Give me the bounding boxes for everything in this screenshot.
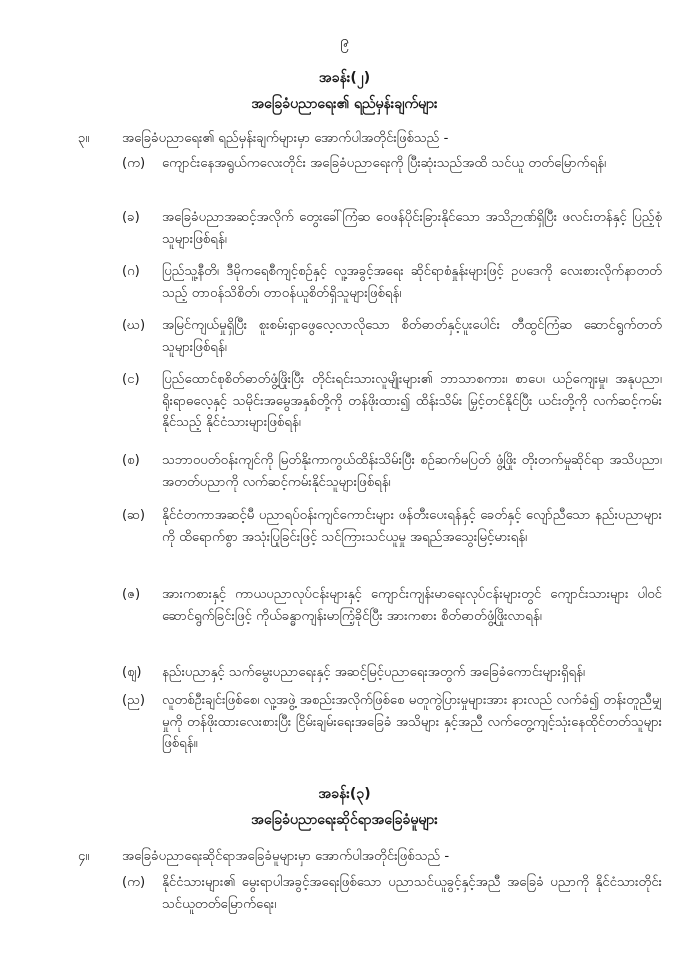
clause-gha: [122, 315, 662, 358]
clause-text: လူတစ်ဦးချင်းဖြစ်စေ၊ လူ့အဖွဲ့ အစည်းအလိုက်ဖြစ်စေ မတူကွဲပြားမှုများအား နားလည် လက်ခံ၍ တန်းတူညီမျှမှုကို တန်ဖိုးထားလေးစားပြီး ငြိမ်းချမ်းရေးအခြေခံ အသိများ နှင့်အညီ လက်တွေ့ကျင့်သုံးနေထိုင်တတ်သူများဖြစ်ရန်။: [162, 693, 662, 751]
clause-ga: [122, 261, 662, 304]
clause-label: (ည): [122, 693, 146, 708]
clause-text: သဘာဝပတ်ဝန်းကျင်ကို မြတ်နိုးကာကွယ်ထိန်းသိမ်းပြီး စဉ်ဆက်မပြတ် ဖွံ့ဖြိုး တိုးတက်မှုဆိုင်ရာ အသိပညာ၊ အတတ်ပညာကို လက်ဆင့်ကမ်းနိုင်သူများဖြစ်ရန်၊: [162, 453, 662, 490]
clause-nga: [122, 369, 662, 434]
section-number: ၃။: [78, 131, 90, 146]
clause-label: (ဇ): [122, 587, 141, 602]
clause-nya: [122, 690, 662, 755]
clause-label: (ခ): [122, 210, 140, 225]
clause-text: နည်းပညာနှင့် သက်မွေးပညာရေးနှင့် အဆင့်မြင့်ပညာရေးအတွက် အခြေခံကောင်းများရှိရန်၊: [162, 665, 585, 680]
clause-label: (စ): [122, 453, 140, 468]
clause-label: (က): [122, 156, 146, 171]
section-lead: အခြေခံပညာရေး၏ ရည်မှန်းချက်များမှာ အောက်ပါအတိုင်းဖြစ်သည် -: [122, 131, 449, 146]
clause-text: အားကစားနှင့် ကာယပညာလုပ်ငန်းများနှင့် ကျောင်းကျန်းမာရေးလုပ်ငန်းများတွင် ကျောင်းသားများ ပါဝင်ဆောင်ရွက်ခြင်းဖြင့် ကိုယ်ခန္ဓာကျန်းမာကြံ့ခိုင်ပြီး အားကစား စိတ်ဓာတ်ဖွံ့ဖြိုးလာရန်၊: [162, 587, 662, 624]
section-number: ၄။: [78, 849, 90, 864]
clause-text: နိုင်ငံသားများ၏ မွေးရာပါအခွင့်အရေးဖြစ်သော ပညာသင်ယူခွင့်နှင့်အညီ အခြေခံ ပညာကို နိုင်ငံသားတိုင်း သင်ယူတတ်မြောက်ရေး၊: [162, 875, 662, 912]
clause-sa: [122, 450, 662, 493]
clause-label: (ဈ): [122, 665, 142, 680]
clause-text: ပြည်သူ့နီတိ၊ ဒီမိုကရေစီကျင့်စဉ်နှင့် လူ့အခွင့်အရေး ဆိုင်ရာစံနှုန်းများဖြင့် ဥပဒေကို လေးစားလိုက်နာတတ်သည့် တာဝန်သိစိတ်၊ တာဝန်ယူစိတ်ရှိသူများဖြစ်ရန်၊: [162, 264, 662, 301]
chapter-number: အခန်း(၃): [318, 786, 371, 802]
chapter-title: အခြေခံပညာရေးဆိုင်ရာအခြေခံမူများ: [251, 812, 438, 828]
section-lead: အခြေခံပညာရေးဆိုင်ရာအခြေခံမူများမှာ အောက်ပါအတိုင်းဖြစ်သည် -: [122, 849, 450, 864]
clause-text: နိုင်ငံတကာအဆင့်မီ ပညာရပ်ဝန်းကျင်ကောင်းများ ဖန်တီးပေးရန်နှင့် ခေတ်နှင့် လျော်ညီသော နည်းပညာများကို ထိရောက်စွာ အသုံးပြုခြင်းဖြင့် သင်ကြားသင်ယူမှု အရည်အသွေးမြင့်မားရန်၊: [162, 508, 662, 545]
clause-kha: [122, 207, 662, 250]
clause-text: ပြည်ထောင်စုစိတ်ဓာတ်ဖွံ့ဖြိုးပြီး တိုင်းရင်းသားလူမျိုးများ၏ ဘာသာစကား၊ စာပေ၊ ယဉ်ကျေးမှု၊ အနုပညာ၊ ရိုးရာဓလေ့နှင့် သမိုင်းအမွေအနှစ်တို့ကို တန်ဖိုးထား၍ ထိန်းသိမ်း မြှင့်တင်နိုင်ပြီး ယင်းတို့ကို လက်ဆင့်ကမ်းနိုင်သည့် နိုင်ငံသားများဖြစ်ရန်၊: [162, 372, 662, 430]
section-4: [78, 846, 658, 867]
clause-label: (ဂ): [122, 264, 140, 279]
clause-ka: [122, 872, 662, 915]
page-number: ၉: [340, 31, 349, 50]
clause-hsa: [122, 505, 662, 548]
chapter-title: အခြေခံပညာရေး၏ ရည်မှန်းချက်များ: [251, 96, 438, 112]
clause-label: (ဃ): [122, 318, 146, 333]
clause-text: အမြင်ကျယ်မှုရှိပြီး စူးစမ်းရှာဖွေလေ့လာလိုသော စိတ်ဓာတ်နှင့်ပူးပေါင်း တီထွင်ကြံဆ ဆောင်ရွက်တတ်သူများဖြစ်ရန်၊: [162, 318, 662, 355]
clause-text: အခြေခံပညာအဆင့်အလိုက် တွေးခေါ်ကြံဆ ဝေဖန်ပိုင်းခြားနိုင်သော အသိဉာဏ်ရှိပြီး ဖလင်းတန်နှင့် ပြည့်စုံသူများဖြစ်ရန်၊: [162, 210, 662, 247]
chapter-number: အခန်း(၂): [318, 70, 371, 86]
clause-zha: [122, 662, 662, 684]
section-3: [78, 128, 658, 149]
clause-text: ကျောင်းနေအရွယ်ကလေးတိုင်း အခြေခံပညာရေးကို ပြီးဆုံးသည်အထိ သင်ယူ တတ်မြောက်ရန်၊: [162, 156, 607, 171]
clause-za: [122, 584, 662, 627]
clause-label: (ဆ): [122, 508, 146, 523]
clause-label: (င): [122, 372, 140, 387]
clause-label: (က): [122, 875, 146, 890]
clause-ka: [122, 153, 662, 175]
